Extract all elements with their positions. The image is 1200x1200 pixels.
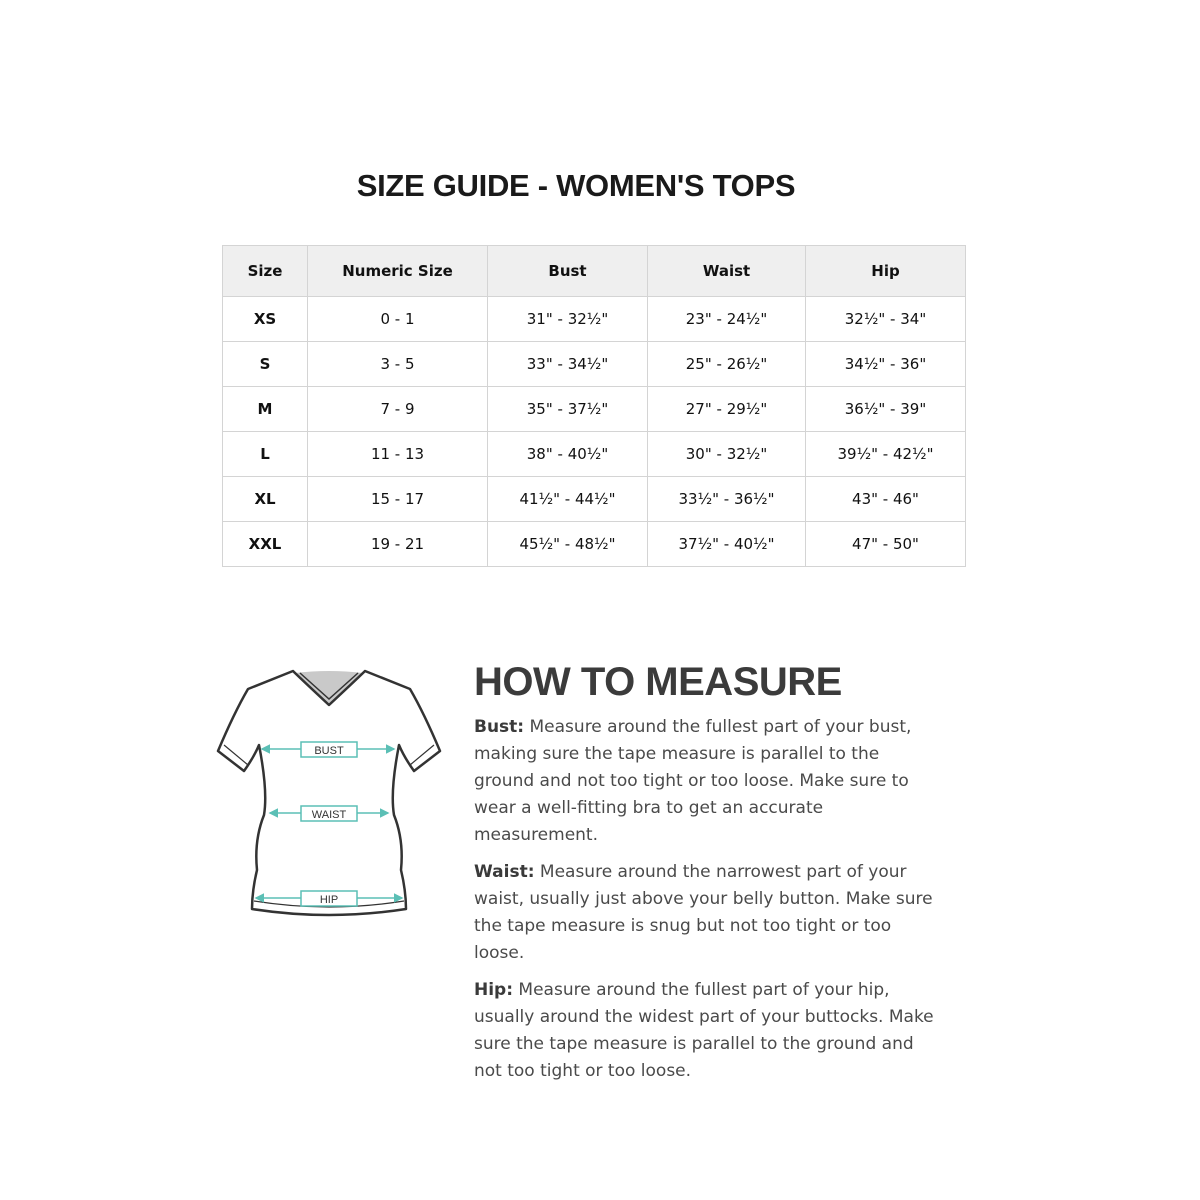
- table-row: [223, 342, 966, 387]
- waist-description: Measure around the narrowest part of your waist, usually just above your belly button. Make sure the tape measure is snug but not too tight or too loose.: [474, 862, 933, 963]
- numeric-size-cell: 15 - 17: [308, 477, 488, 522]
- numeric-size-cell: 19 - 21: [308, 522, 488, 567]
- hip-cell: 39½" - 42½": [806, 432, 966, 477]
- waist-instruction: [474, 859, 944, 967]
- waist-cell: 30" - 32½": [648, 432, 806, 477]
- header-size: Size: [223, 246, 308, 297]
- size-cell: S: [223, 342, 308, 387]
- hip-label: HIP: [319, 894, 339, 906]
- header-bust: Bust: [488, 246, 648, 297]
- size-cell: M: [223, 387, 308, 432]
- bust-cell: 41½" - 44½": [488, 477, 648, 522]
- hip-cell: 43" - 46": [806, 477, 966, 522]
- size-table: [222, 245, 966, 567]
- waist-cell: 23" - 24½": [648, 297, 806, 342]
- bust-cell: 31" - 32½": [488, 297, 648, 342]
- size-cell: L: [223, 432, 308, 477]
- measure-instructions: [474, 714, 944, 1095]
- table-row: [223, 522, 966, 567]
- bust-label: BUST: [314, 745, 344, 757]
- hip-cell: 36½" - 39": [806, 387, 966, 432]
- waist-term: Waist:: [474, 862, 535, 882]
- table-row: [223, 387, 966, 432]
- numeric-size-cell: 0 - 1: [308, 297, 488, 342]
- size-cell: XL: [223, 477, 308, 522]
- hip-description: Measure around the fullest part of your hip, usually around the widest part of your buttocks. Make sure the tape measure is parallel to the ground and not too tight or too loose.: [474, 980, 934, 1081]
- header-hip: Hip: [806, 246, 966, 297]
- bust-cell: 35" - 37½": [488, 387, 648, 432]
- table-row: [223, 432, 966, 477]
- waist-cell: 27" - 29½": [648, 387, 806, 432]
- bust-cell: 38" - 40½": [488, 432, 648, 477]
- hip-cell: 32½" - 34": [806, 297, 966, 342]
- hip-instruction: [474, 977, 944, 1085]
- numeric-size-cell: 3 - 5: [308, 342, 488, 387]
- t-shirt-icon: [212, 665, 447, 925]
- header-numeric-size: Numeric Size: [308, 246, 488, 297]
- bust-term: Bust:: [474, 717, 525, 737]
- numeric-size-cell: 7 - 9: [308, 387, 488, 432]
- table-header-row: [223, 246, 966, 297]
- size-cell: XS: [223, 297, 308, 342]
- waist-cell: 33½" - 36½": [648, 477, 806, 522]
- bust-instruction: [474, 714, 944, 849]
- hip-term: Hip:: [474, 980, 514, 1000]
- bust-cell: 45½" - 48½": [488, 522, 648, 567]
- waist-cell: 37½" - 40½": [648, 522, 806, 567]
- section-title: HOW TO MEASURE: [474, 660, 842, 704]
- page-title: SIZE GUIDE - WOMEN'S TOPS: [356, 168, 796, 203]
- bust-description: Measure around the fullest part of your bust, making sure the tape measure is parallel to the ground and not too tight or too loose. Make sure to wear a well-fitting bra to get an accurate measurement.: [474, 717, 912, 845]
- measurement-figure: [212, 665, 447, 925]
- waist-cell: 25" - 26½": [648, 342, 806, 387]
- table-row: [223, 477, 966, 522]
- bust-cell: 33" - 34½": [488, 342, 648, 387]
- header-waist: Waist: [648, 246, 806, 297]
- size-cell: XXL: [223, 522, 308, 567]
- numeric-size-cell: 11 - 13: [308, 432, 488, 477]
- waist-label: WAIST: [311, 809, 347, 821]
- hip-cell: 47" - 50": [806, 522, 966, 567]
- table-row: [223, 297, 966, 342]
- hip-cell: 34½" - 36": [806, 342, 966, 387]
